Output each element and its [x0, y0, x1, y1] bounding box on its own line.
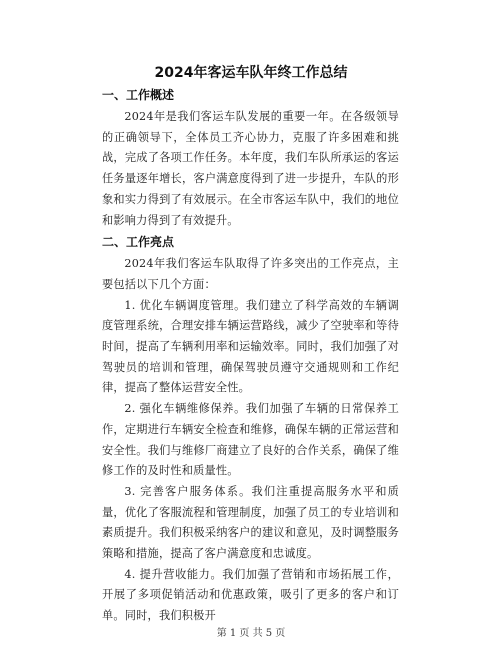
document-title: 2024年客运车队年终工作总结: [154, 65, 348, 81]
page-footer: 第 1 页 共 5 页: [216, 628, 286, 639]
section-heading-overview: 一、工作概述: [102, 88, 175, 102]
paragraph-highlight-3: 3. 完善客户服务体系。我们注重提高服务水平和质量，优化了客服流程和管理制度，加强了员工的专业培训和素质提升。我们积极采纳客户的建议和意见，及时调整服务策略和措施，提高了客户满意度和忠诚度。: [102, 484, 399, 561]
paragraph-highlight-2: 2. 强化车辆维修保养。我们加强了车辆的日常保养工作，定期进行车辆安全检查和维修，确保车辆的正常运营和安全性。我们与维修厂商建立了良好的合作关系，确保了维修工作的及时性和质量性。: [102, 402, 399, 478]
section-heading-highlights: 二、工作亮点: [102, 235, 175, 250]
paragraph-overview: 2024年是我们客运车队发展的重要一年。在各级领导的正确领导下，全体员工齐心协力，克服了许多困难和挑战，完成了各项工作任务。本年度，我们车队所承运的客运任务量逐年增长，客户满意度得到了进一步提升，车队的形象和实力得到了有效展示。在全市客运车队中，我们的地位和影响力得到了有效提升。: [102, 110, 399, 227]
paragraph-highlight-1: 1. 优化车辆调度管理。我们建立了科学高效的车辆调度管理系统，合理安排车辆运营路线，减少了空驶率和等待时间，提高了车辆利用率和运输效率。同时，我们加强了对驾驶员的培训和管理，确保驾驶员遵守交通规则和工作纪律，提高了整体运营安全性。: [102, 298, 399, 395]
document-body: [102, 84, 399, 627]
paragraph-highlights-intro: 2024年我们客运车队取得了许多突出的工作亮点，主要包括以下几个方面：: [102, 257, 399, 291]
paragraph-highlight-4: 4. 提升营收能力。我们加强了营销和市场拓展工作，开展了多项促销活动和优惠政策，吸引了更多的客户和订单。同时，我们积极开: [102, 567, 399, 623]
